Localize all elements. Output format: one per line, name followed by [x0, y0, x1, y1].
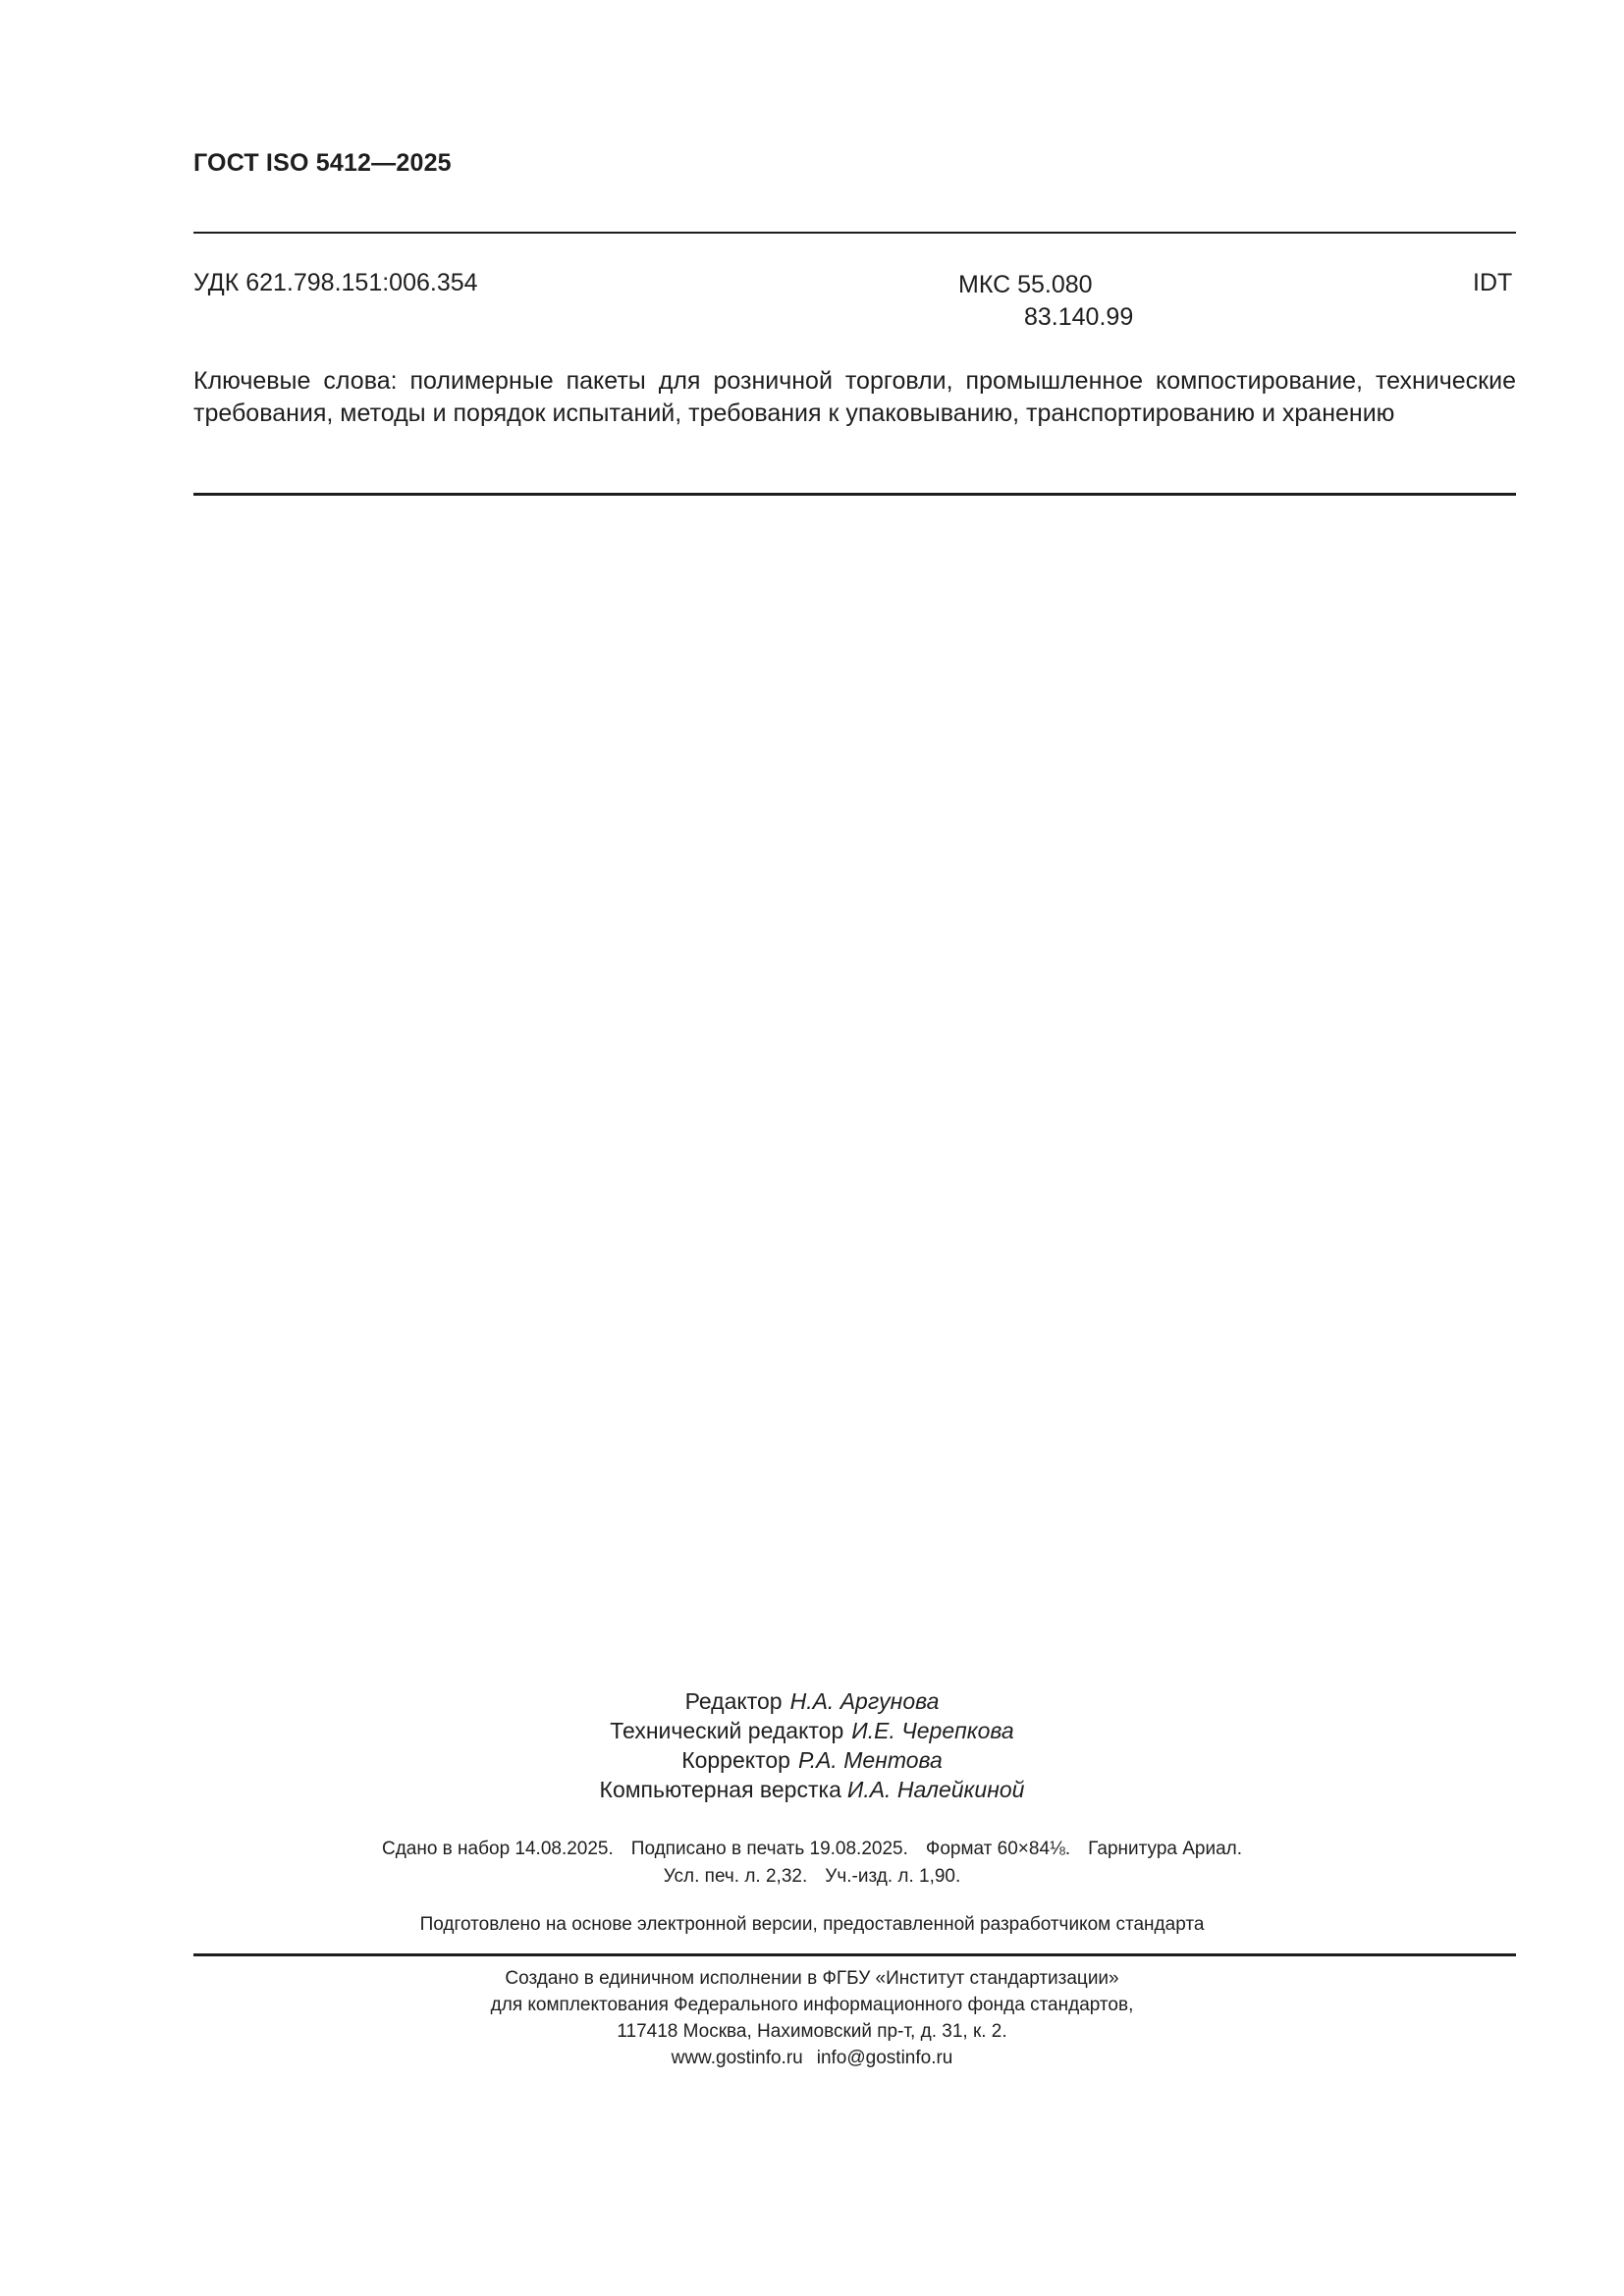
credit-role: Корректор	[681, 1747, 790, 1773]
prepared-note: Подготовлено на основе электронной версии, предоставленной разработчиком стандарта	[419, 1914, 1205, 1935]
publisher-line-1: Создано в единичном исполнении в ФГБУ «Институт стандартизации»	[505, 1968, 1119, 1989]
credit-proofreader	[0, 1745, 1624, 1775]
printed-sheets: Усл. печ. л. 2,32.	[663, 1866, 808, 1887]
publisher-divider	[193, 1953, 1516, 1956]
publisher-sheets: Уч.-изд. л. 1,90.	[825, 1866, 961, 1887]
publisher-line-2: для комплектования Федерального информационного фонда стандартов,	[490, 1995, 1134, 2015]
typeface: Гарнитура Ариал.	[1088, 1839, 1243, 1859]
document-id: ГОСТ ISO 5412—2025	[193, 149, 452, 177]
credit-name: Н.А. Аргунова	[789, 1688, 940, 1714]
publisher-block	[0, 1965, 1624, 2071]
imprint-line-2	[0, 1863, 1624, 1891]
imprint-line-1	[0, 1836, 1624, 1863]
publisher-address: 117418 Москва, Нахимовский пр-т, д. 31, к. 2.	[617, 2021, 1007, 2042]
keywords-divider	[193, 493, 1516, 496]
credit-name: Р.А. Ментова	[797, 1747, 943, 1773]
credit-editor	[0, 1686, 1624, 1716]
print-signed-date: Подписано в печать 19.08.2025.	[630, 1839, 908, 1859]
imprint-block	[0, 1836, 1624, 1891]
credit-role: Технический редактор	[610, 1718, 844, 1743]
keywords: Ключевые слова: полимерные пакеты для розничной торговли, промышленное компостирование, технические требования, методы и порядок испытаний, требования к упаковыванию, транспортированию и хранению	[193, 367, 1516, 427]
credit-role: Редактор	[684, 1688, 783, 1714]
credit-name: И.А. Налейкиной	[846, 1777, 1025, 1802]
udk-code: УДК 621.798.151:006.354	[193, 269, 478, 296]
paper-format: Формат 60×84⅛.	[925, 1839, 1071, 1859]
top-divider	[193, 232, 1516, 234]
equivalence-degree: IDT	[1473, 269, 1513, 296]
credits-block	[0, 1686, 1624, 1804]
website-link[interactable]: www.gostinfo.ru	[671, 2048, 803, 2068]
publisher-contacts	[0, 2045, 1624, 2071]
email-link[interactable]: info@gostinfo.ru	[816, 2048, 953, 2068]
credit-technical-editor	[0, 1716, 1624, 1745]
mks-code-1: МКС 55.080	[958, 271, 1093, 298]
typeset-date: Сдано в набор 14.08.2025.	[381, 1839, 614, 1859]
credit-layout	[0, 1775, 1624, 1804]
mks-code-2: 83.140.99	[1024, 303, 1134, 331]
mks-codes	[958, 269, 1133, 334]
credit-name: И.Е. Черепкова	[851, 1718, 1014, 1743]
credit-role: Компьютерная верстка	[599, 1777, 841, 1802]
